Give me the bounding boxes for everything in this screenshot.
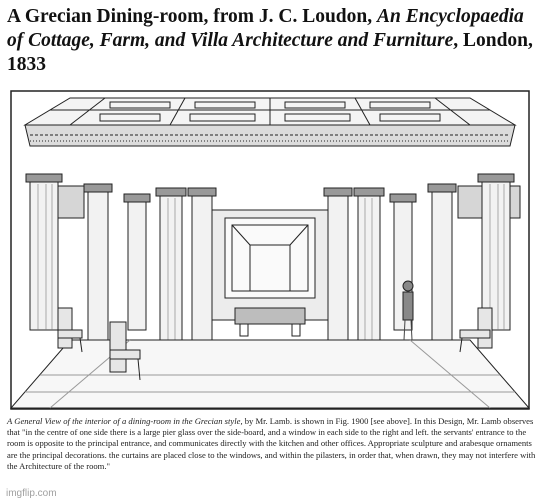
standing-figure	[403, 281, 413, 340]
coffered-ceiling	[25, 98, 515, 125]
title-book-name: An Encyclopaedia of Cottage, Farm, and Villa Architecture and Furniture	[7, 6, 524, 51]
title-part1: A Grecian Dining-room, from J. C. Loudon,	[7, 6, 377, 27]
title-part2: , London, 1833	[7, 30, 533, 75]
page-title	[7, 5, 535, 77]
caption	[7, 416, 537, 472]
watermark: imgflip.com	[6, 488, 57, 499]
caption-text: , by Mr. Lamb. is shown in Fig. 1900 [see above]. In this Design, Mr. Lamb observes that "in the centre of one side there is a large pier glass over the side-board, and a window in each side to the right and left. the servants' entrance to the room is opposite to the principal entrance, and communicates directly with the kitchen and other offices. Appropriate sculpture and arabesque ornaments are the principal decorations. the curtains are placed close to the windows, and within the pilasters, in order that, when drawn, they may not interfere with the Architecture of the room."	[7, 416, 536, 471]
caption-italic: A General View of the interior of a dining-room in the Grecian style	[7, 416, 241, 426]
dining-room-engraving	[10, 90, 530, 410]
pier-glass	[225, 218, 315, 298]
frieze	[25, 125, 515, 146]
sideboard	[235, 308, 305, 336]
